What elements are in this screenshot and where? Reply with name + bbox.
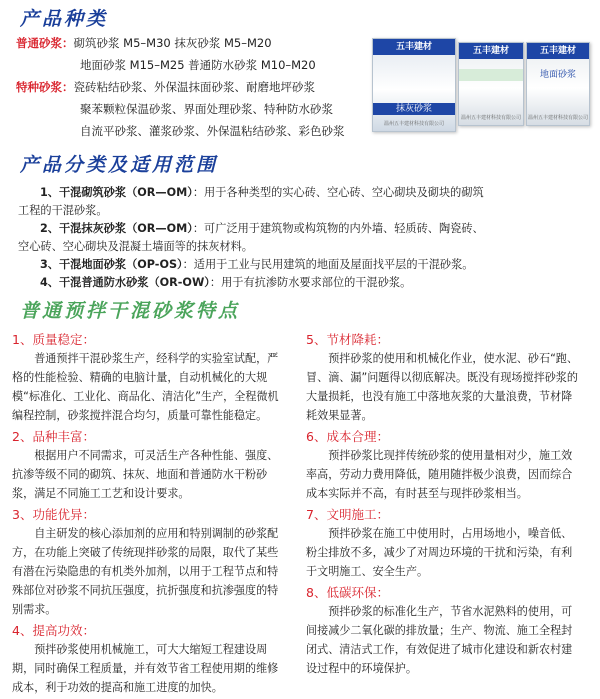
section-title-product-types: 产品种类 xyxy=(20,8,109,30)
features-left-column xyxy=(12,330,288,699)
item-3-head: 3、干混地面砂浆（OP-OS） xyxy=(40,258,183,271)
bag-footer: 温州五丰建材科技有限公司 xyxy=(460,115,521,121)
section-title-classification: 产品分类及适用范围 xyxy=(20,154,219,176)
feature-efficiency xyxy=(12,621,288,697)
feature-body: 普通预拌干混砂浆生产，经科学的实验室试配，严格的性能检验、精确的电脑计量，自动机械化的大规模“标准化、工业化、商品化、清洁化”生产，全程微机编程控制，砂浆搅拌混合均匀，质量可靠性能稳定。 xyxy=(12,352,279,422)
feature-title: 8、低碳环保： xyxy=(306,585,389,600)
item-1-text-cont: 工程的干混砂浆。 xyxy=(18,204,108,217)
feature-title: 1、质量稳定： xyxy=(12,332,95,347)
product-bag-masonry xyxy=(458,42,524,126)
feature-body: 根据用户不同需求，可灵活生产各种性能、强度、抗渗等级不同的砌筑、抹灰、地面和普通防水干粉砂浆，满足不同施工工艺和设计要求。 xyxy=(12,449,279,500)
item-3-text: ：适用于工业与民用建筑的地面及屋面找平层的干混砂浆。 xyxy=(182,258,474,271)
bag-brand: 五丰建材 xyxy=(459,43,523,59)
ordinary-mortar-label: 普通砂浆： xyxy=(16,36,74,50)
feature-title: 2、品种丰富： xyxy=(12,429,95,444)
feature-title: 6、成本合理： xyxy=(306,429,389,444)
product-bag-plaster xyxy=(372,38,456,132)
feature-quality xyxy=(12,330,288,425)
item-1-text: ：用于各种类型的实心砖、空心砖、空心砌块及砌块的砌筑 xyxy=(192,186,484,199)
feature-body: 自主研发的核心添加剂的应用和特别调制的砂浆配方，在功能上突破了传统现拌砂浆的局限，取代了某些有潜在污染隐患的有机类外加剂，以用于工程节点和特殊部位对砂浆不同抗压强度，抗折强度和抗渗强度的特别需求。 xyxy=(12,527,279,616)
feature-title: 7、文明施工： xyxy=(306,507,389,522)
special-mortar-text-2: 聚苯颗粒保温砂浆、界面处理砂浆、特种防水砂浆 xyxy=(80,102,333,116)
feature-body: 预拌砂浆比现拌传统砂浆的使用量相对少，施工效率高，劳动力费用降低，随用随拌极少浪费，因而综合成本实际并不高，有时甚至与现拌砂浆相当。 xyxy=(306,449,573,500)
bag-label: 抹灰砂浆 xyxy=(373,103,455,115)
ordinary-mortar-text-1: 砌筑砂浆 M5–M30 抹灰砂浆 M5–M20 xyxy=(73,36,272,50)
feature-title: 3、功能优异： xyxy=(12,507,95,522)
classification-item-1 xyxy=(18,184,584,202)
bag-brand: 五丰建材 xyxy=(373,39,455,55)
feature-body: 预拌砂浆的标准化生产，节省水泥熟料的使用，可间接减少二氧化碳的排放量；生产、物流、施工全程封闭式、清洁式工作，有效促进了城市化建设和新农村建设过程中的环境保护。 xyxy=(306,605,573,675)
ordinary-mortar-row-1 xyxy=(16,32,272,54)
feature-function xyxy=(12,505,288,619)
special-mortar-text-3: 自流平砂浆、灌浆砂浆、外保温粘结砂浆、彩色砂浆 xyxy=(80,124,345,138)
feature-title: 5、节材降耗： xyxy=(306,332,389,347)
feature-variety xyxy=(12,427,288,503)
special-mortar-text-1: 瓷砖粘结砂浆、外保温抹面砂浆、耐磨地坪砂浆 xyxy=(73,80,315,94)
section-title-features: 普通预拌干混砂浆特点 xyxy=(20,300,241,322)
feature-body: 预拌砂浆在施工中使用时，占用场地小，噪音低、粉尘排放不多，减少了对周边环境的干扰和污染，有利于文明施工、安全生产。 xyxy=(306,527,573,578)
features-right-column xyxy=(306,330,582,680)
bag-label: 地面砂浆 xyxy=(539,70,576,80)
item-1-head: 1、干混砌筑砂浆（OR—OM） xyxy=(40,186,193,199)
item-2-text: ：可广泛用于建筑物或构筑物的内外墙、轻质砖、陶瓷砖、 xyxy=(192,222,484,235)
classification-list xyxy=(18,184,584,292)
bag-footer: 温州五丰建材科技有限公司 xyxy=(383,121,444,127)
product-bag-floor xyxy=(526,42,590,126)
feature-body: 预拌砂浆的使用和机械化作业，使水泥、砂石“跑、冒、滴、漏”问题得以彻底解决。既没有现场搅拌砂浆的大量损耗，也没有施工中落地灰浆的大量浪费，节材降耗效果显著。 xyxy=(306,352,578,422)
special-mortar-label: 特种砂浆： xyxy=(16,80,74,94)
feature-low-carbon xyxy=(306,583,582,678)
feature-civilized-construction xyxy=(306,505,582,581)
item-2-text-cont: 空心砖、空心砌块及混凝土墙面等的抹灰材料。 xyxy=(18,240,253,253)
feature-material-saving xyxy=(306,330,582,425)
classification-item-4 xyxy=(18,274,584,292)
item-2-head: 2、干混抹灰砂浆（OR—OM） xyxy=(40,222,193,235)
bag-brand: 五丰建材 xyxy=(527,43,589,59)
item-4-text: ：用于有抗渗防水要求部位的干混砂浆。 xyxy=(209,276,412,289)
bag-label xyxy=(459,69,523,81)
special-mortar-row-1 xyxy=(16,76,315,98)
item-4-head: 4、干混普通防水砂浆（OR-OW） xyxy=(40,276,210,289)
feature-title: 4、提高功效： xyxy=(12,623,95,638)
bag-footer: 温州五丰建材科技有限公司 xyxy=(527,115,588,121)
classification-item-2 xyxy=(18,220,584,238)
classification-item-3 xyxy=(18,256,584,274)
ordinary-mortar-text-2: 地面砂浆 M15–M25 普通防水砂浆 M10–M20 xyxy=(80,58,316,72)
feature-body: 预拌砂浆使用机械施工，可大大缩短工程建设周期，同时确保工程质量，并有效节省工程使用期的维修成本，利于功效的提高和施工进度的加快。 xyxy=(12,643,279,694)
feature-cost xyxy=(306,427,582,503)
